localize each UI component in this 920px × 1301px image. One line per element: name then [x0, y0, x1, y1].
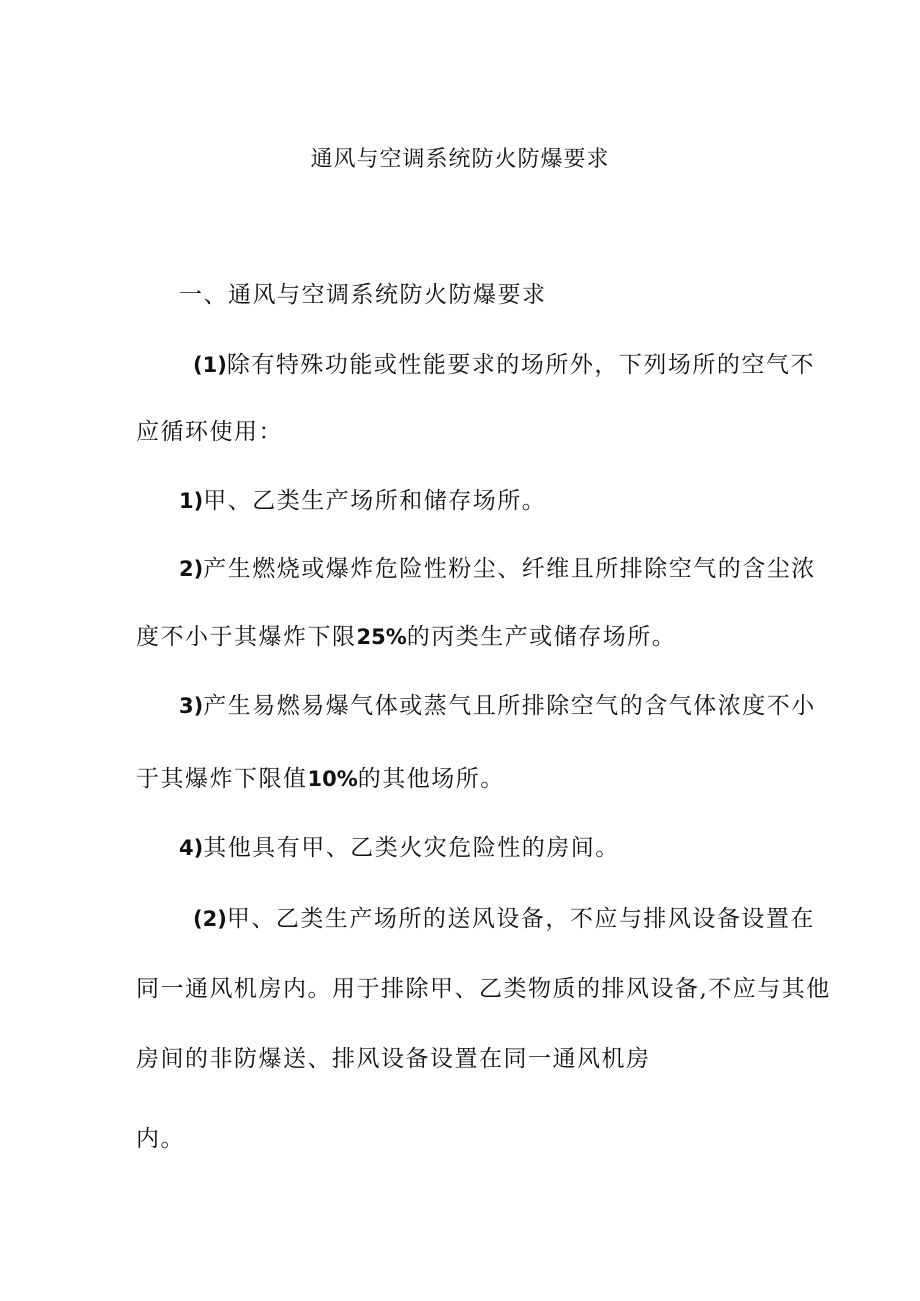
- para1-text-1: 除有特殊功能或性能要求的场所外，下列场所的空气不: [226, 352, 815, 378]
- item2-text-2b: 的丙类生产或储存场所。: [406, 624, 677, 650]
- item1-line: [179, 485, 546, 517]
- item4-text: 其他具有甲、乙类火灾危险性的房间。: [203, 835, 620, 861]
- item2-percent: 25%: [356, 625, 407, 649]
- item3-line1: [179, 690, 816, 722]
- section-heading: 一、通风与空调系统防火防爆要求: [179, 282, 547, 308]
- para2-line3: 房间的非防爆送、排风设备设置在同一通风机房: [136, 1046, 651, 1072]
- item1-label: 1): [179, 489, 204, 513]
- para1-label: (1): [193, 353, 227, 377]
- item2-label: 2): [179, 557, 204, 581]
- para2-text-1: 甲、乙类生产场所的送风设备，不应与排风设备设置在: [226, 906, 815, 932]
- item3-percent: 10%: [307, 767, 358, 791]
- item2-line2: [136, 621, 676, 653]
- document-title: 通风与空调系统防火防爆要求: [310, 147, 610, 172]
- para2-line1: [193, 903, 815, 935]
- item3-text-2a: 于其爆炸下限值: [136, 766, 308, 792]
- para1-line1: [193, 349, 815, 381]
- item4-label: 4): [179, 836, 204, 860]
- item2-line1: [179, 553, 816, 585]
- para2-line4: 内。: [136, 1126, 185, 1152]
- para2-label: (2): [193, 907, 227, 931]
- item4-line: [179, 832, 620, 864]
- item3-label: 3): [179, 694, 204, 718]
- item3-text-1: 产生易燃易爆气体或蒸气且所排除空气的含气体浓度不小: [203, 693, 816, 719]
- para2-line2: 同一通风机房内。用于排除甲、乙类物质的排风设备,不应与其他: [136, 976, 831, 1002]
- item2-text-1: 产生燃烧或爆炸危险性粉尘、纤维且所排除空气的含尘浓: [203, 556, 816, 582]
- item3-text-2b: 的其他场所。: [357, 766, 505, 792]
- para1-line2: 应循环使用：: [136, 419, 283, 445]
- item3-line2: [136, 763, 505, 795]
- item1-text: 甲、乙类生产场所和储存场所。: [203, 488, 547, 514]
- item2-text-2a: 度不小于其爆炸下限: [136, 624, 357, 650]
